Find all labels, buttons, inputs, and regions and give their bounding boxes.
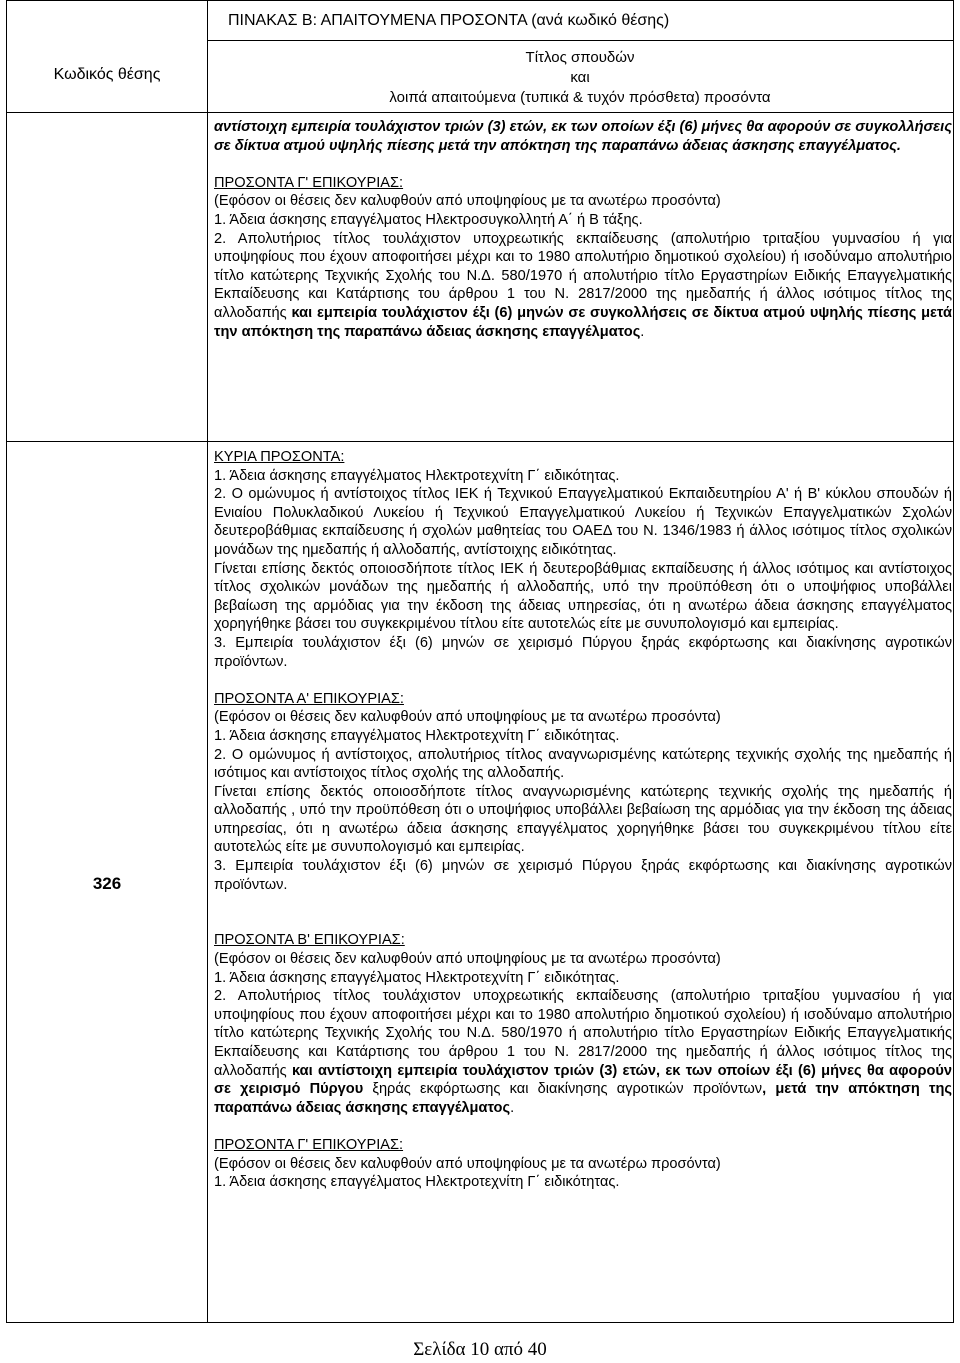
row-separator — [6, 441, 954, 442]
main-item1: 1. Άδεια άσκησης επαγγέλματος Ηλεκτροτεχνίτη Γ΄ ειδικότητας. — [214, 467, 620, 484]
page-footer — [0, 1339, 960, 1361]
row1-g-item1: 1. Άδεια άσκησης επαγγέλματος Ηλεκτροσυγκολλητή Α΄ ή Β τάξης. — [214, 211, 643, 228]
b-item2 — [214, 987, 952, 1117]
b-note: (Εφόσον οι θέσεις δεν καλυφθούν από υποψηφίους με τα ανωτέρω προσόντα) — [214, 951, 721, 968]
row1-g-item2-end: . — [640, 323, 645, 340]
header-line-3: λοιπά απαιτούμενα (τυπικά & τυχόν πρόσθετα) προσόντα — [389, 89, 771, 106]
main-item3: 3. Εμπειρία τουλάχιστον έξι (6) μηνών σε χειρισμό Πύργου ξηράς εκφόρτωσης και διακίνησης αγροτικών προϊόντων. — [214, 634, 952, 670]
b-item2-bold2: , μετά την απόκτηση της παραπάνω άδειας άσκησης επαγγέλματος — [214, 1081, 952, 1116]
a-item2b: Γίνεται επίσης δεκτός οποιοσδήποτε τίτλος αναγνωρισμένης κατώτερης τεχνικής σχολής της ημεδαπής ή αλλοδαπής , υπό την προϋπόθεση ότι ο υποψήφιος υποβάλλει βεβαίωση της αρμόδιας για την έκδοση της άδειας υπηρεσίας, ότι η ανωτέρω άδεια άσκησης επαγγέλματος χορηγήθηκε βάσει του συγκεκριμένου τίτλου είτε αυτοτελώς είτε με συνυπολογισμό και εμπειρίας. — [214, 783, 952, 856]
footer-prefix: Σελίδα — [413, 1339, 471, 1360]
table-border-top — [6, 0, 954, 1]
row1-g-heading: ΠΡΟΣΟΝΤΑ Γ' ΕΠΙΚΟΥΡΙΑΣ: — [214, 174, 404, 191]
footer-total-pages: 40 — [527, 1339, 547, 1360]
a-item3: 3. Εμπειρία τουλάχιστον έξι (6) μηνών σε χειρισμό Πύργου ξηράς εκφόρτωσης και διακίνησης αγροτικών προϊόντων. — [214, 858, 952, 893]
b-item1: 1. Άδεια άσκησης επαγγέλματος Ηλεκτροτεχνίτη Γ΄ ειδικότητας. — [214, 969, 620, 986]
row1-g-item2-text: 2. Απολυτήριος τίτλος τουλάχιστον υποχρεωτικής εκπαίδευσης (απολυτήριο τριταξίου γυμνασίου ή για υποψηφίους που έχουν αποφοιτήσει μέχρι και το 1980 απολυτήριο δημοτικού σχολείου) ή ισοδύναμο απολυτήριο τίτλο κατώτερης Τεχνικής Σχολής του Ν.Δ. 580/1970 ή απολυτήριο τίτλο Εργαστηρίων Ειδικής Επαγγελματικής Εκπαίδευσης και Κατάρτισης του άρθρου 1 του Ν. 2817/2000 της ημεδαπής ή άλλος ισότιμος τίτλος της αλλοδαπής — [214, 230, 952, 321]
row1-g-item2-bold: και εμπειρία τουλάχιστον έξι (6) μηνών σε συγκολλήσεις σε δίκτυα ατμού υψηλής πίεσης μετά την απόκτηση της παραπάνω άδειας άσκησης επαγγέλματος — [214, 304, 952, 340]
g-item1: 1. Άδεια άσκησης επαγγέλματος Ηλεκτροτεχνίτη Γ΄ ειδικότητας. — [214, 1174, 620, 1191]
title-separator — [207, 40, 954, 41]
b-item2-bold1: και αντίστοιχη εμπειρία τουλάχιστον τριών (3) ετών, εκ των οποίων έξι (6) μήνες θα αφορούν σε χειρισμό Πύργου — [214, 1062, 952, 1098]
table-border-left — [6, 0, 7, 1323]
row1-g-item2 — [214, 230, 952, 342]
row2-requirements — [214, 448, 952, 1192]
a-item1: 1. Άδεια άσκησης επαγγέλματος Ηλεκτροτεχνίτη Γ΄ ειδικότητας. — [214, 727, 620, 744]
table-border-right — [953, 0, 954, 1323]
table-title: ΠΙΝΑΚΑΣ Β: ΑΠΑΙΤΟΥΜΕΝΑ ΠΡΟΣΟΝΤΑ (ανά κωδικό θέσης) — [228, 12, 670, 29]
table-border-bottom — [6, 1322, 954, 1323]
position-code: 326 — [92, 874, 122, 893]
main-item2b: Γίνεται επίσης δεκτός οποιοσδήποτε τίτλος ΙΕΚ ή δευτεροβάθμιας εκπαίδευσης ή άλλος ισότιμος και αντίστοιχος τίτλος σχολικών μονάδων της ημεδαπής ή αλλοδαπής, υπό την προϋπόθεση ότι ο υποψήφιος υποβάλλει βεβαίωση της αρμόδιας για την έκδοση της άδειας υπηρεσίας, ότι η ανωτέρω άδεια άσκησης επαγγέλματος χορηγήθηκε βάσει του συγκεκριμένου τίτλου είτε αυτοτελώς είτε με συνυπολογισμό και εμπειρίας. — [214, 560, 952, 633]
footer-page-number: 10 — [470, 1339, 490, 1360]
header-requirements-column — [208, 48, 952, 108]
row1-g-note: (Εφόσον οι θέσεις δεν καλυφθούν από υποψηφίους με τα ανωτέρω προσόντα) — [214, 193, 721, 210]
footer-middle: από — [489, 1339, 528, 1360]
b-item2-end: . — [510, 1099, 515, 1116]
row1-requirements — [214, 118, 952, 341]
header-line-1: Τίτλος σπουδών — [525, 49, 635, 66]
a-item2: 2. Ο ομώνυμος ή αντίστοιχος, απολυτήριος τίτλος αναγνωρισμένης κατώτερης τεχνικής σχολής της ημεδαπής ή ισότιμος και αντίστοιχος τίτλος σχολής της αλλοδαπής. — [214, 746, 952, 782]
header-separator — [6, 112, 954, 113]
b-item2-mid: ξηράς εκφόρτωσης και διακίνησης αγροτικών προϊόντων — [363, 1081, 763, 1098]
g-heading: ΠΡΟΣΟΝΤΑ Γ' ΕΠΙΚΟΥΡΙΑΣ: — [214, 1136, 404, 1153]
column-divider — [207, 0, 208, 1323]
b-heading: ΠΡΟΣΟΝΤΑ Β' ΕΠΙΚΟΥΡΙΑΣ: — [214, 932, 405, 949]
main-heading: ΚΥΡΙΑ ΠΡΟΣΟΝΤΑ: — [214, 449, 345, 465]
a-heading: ΠΡΟΣΟΝΤΑ Α' ΕΠΙΚΟΥΡΙΑΣ: — [214, 690, 404, 707]
row1-experience-text: αντίστοιχη εμπειρία τουλάχιστον τριών (3) ετών, εκ των οποίων έξι (6) μήνες θα αφορούν σε συγκολλήσεις σε δίκτυα ατμού υψηλής πίεσης μετά την απόκτηση της παραπάνω άδειας άσκησης επαγγέλματος. — [214, 119, 952, 154]
header-code-column: Κωδικός θέσης — [53, 66, 161, 83]
header-line-2: και — [570, 69, 590, 86]
b-item2-text: 2. Απολυτήριος τίτλος τουλάχιστον υποχρεωτικής εκπαίδευσης (απολυτήριο τριταξίου γυμνασίου ή για υποψηφίους που έχουν αποφοιτήσει μέχρι και το 1980 απολυτήριο δημοτικού σχολείου) ή ισοδύναμο απολυτήριο τίτλο κατώτερης Τεχνικής Σχολής του Ν.Δ. 580/1970 ή απολυτήριο τίτλο Εργαστηρίων Ειδικής Επαγγελματικής Εκπαίδευσης και Κατάρτισης του άρθρου 1 του Ν. 2817/2000 της ημεδαπής ή άλλος ισότιμος τίτλος της αλλοδαπής — [214, 988, 952, 1079]
main-item2: 2. Ο ομώνυμος ή αντίστοιχος τίτλος ΙΕΚ ή Τεχνικού Επαγγελματικού Εκπαιδευτηρίου Α' ή Β' κύκλου σπουδών ή Ενιαίου Πολυκλαδικού Λυκείου ή Τεχνικού Επαγγελματικού Λυκείου ή Τεχνικών Επαγγελματικών Σχολών δευτεροβάθμιας εκπαίδευσης ή σχολών μαθητείας του ΟΑΕΔ του Ν. 1346/1983 ή άλλος ισότιμος τίτλος σχολικών μονάδων της ημεδαπής ή αλλοδαπής, αντίστοιχης ειδικότητας. — [214, 486, 952, 558]
a-note: (Εφόσον οι θέσεις δεν καλυφθούν από υποψηφίους με τα ανωτέρω προσόντα) — [214, 709, 721, 726]
g-note: (Εφόσον οι θέσεις δεν καλυφθούν από υποψηφίους με τα ανωτέρω προσόντα) — [214, 1155, 721, 1172]
